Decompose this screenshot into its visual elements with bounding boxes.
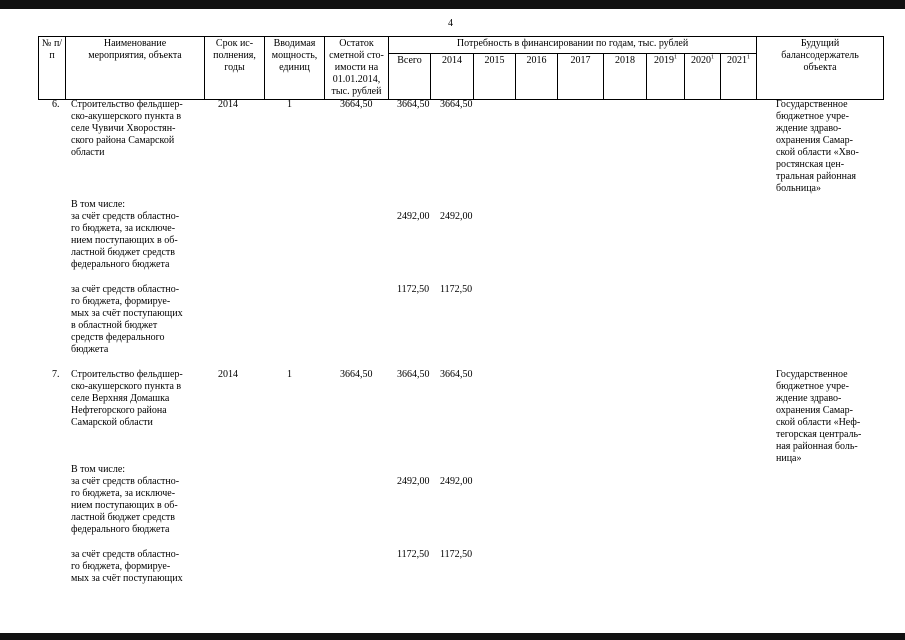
header-name-l1: Наименование — [103, 38, 167, 49]
header-total: Всего — [389, 54, 431, 100]
row-name-line: ско-акушерского пункта в — [71, 111, 182, 122]
sub2-total: 1172,50 — [397, 549, 430, 560]
header-year-2017: 2017 — [558, 54, 604, 100]
sub1-line: го бюджета, за исключе- — [71, 488, 176, 499]
sub1-line: за счёт средств областно- — [71, 211, 180, 222]
row-owner-line: ница» — [776, 453, 802, 464]
row-remainder: 3664,50 — [340, 369, 373, 380]
row-owner-line: ростянская цен- — [776, 159, 845, 170]
header-financing: Потребность в финансировании по годам, тыс. рублей — [389, 37, 757, 54]
header-capacity-l2: мощность, — [271, 50, 318, 61]
row-term: 2014 — [218, 369, 238, 380]
row-name-line: селе Верхняя Домашка — [71, 393, 170, 404]
row-name-line: ско-акушерского пункта в — [71, 381, 182, 392]
row-owner-line: тральная районная — [776, 171, 856, 182]
header-term-l2: полнения, — [213, 50, 256, 61]
header-year-2016: 2016 — [516, 54, 558, 100]
sub2-name — [71, 549, 199, 585]
header-name — [66, 37, 205, 100]
row-owner-line: тегорская централь- — [776, 429, 862, 440]
sub1-total: 2492,00 — [397, 211, 430, 222]
sub1-line: ластной бюджет средств — [71, 247, 176, 258]
sub-heading: В том числе: — [71, 199, 126, 210]
sub1-2014: 2492,00 — [440, 476, 473, 487]
row-owner-line: охранения Самар- — [776, 135, 853, 146]
row-owner-line: бюджетное учре- — [776, 111, 849, 122]
row-owner-line: ная районная боль- — [776, 441, 858, 452]
row-owner-line: Государственное — [776, 369, 848, 380]
row-name-line: Нефтегорского района — [71, 405, 167, 416]
row-capacity: 1 — [287, 99, 292, 110]
sub2-line: мых за счёт поступающих — [71, 573, 183, 584]
header-capacity — [265, 37, 325, 100]
header-remainder-l3: имости на — [334, 62, 379, 73]
row-term: 2014 — [218, 99, 238, 110]
sub1-line: ластной бюджет средств — [71, 512, 176, 523]
sub1-line: за счёт средств областно- — [71, 476, 180, 487]
header-owner — [757, 37, 884, 100]
row-capacity: 1 — [287, 369, 292, 380]
header-num: № п/п — [39, 37, 66, 100]
header-year-2014: 2014 — [431, 54, 474, 100]
sub2-2014: 1172,50 — [440, 549, 473, 560]
header-year-2021 — [721, 54, 757, 100]
row-name-line: ского района Самарской — [71, 135, 175, 146]
sub1-total: 2492,00 — [397, 476, 430, 487]
sub2-line: мых за счёт поступающих — [71, 308, 183, 319]
header-term — [205, 37, 265, 100]
row-name — [71, 99, 199, 159]
sub1-name — [71, 476, 199, 536]
sub2-line: го бюджета, формируе- — [71, 296, 171, 307]
header-owner-l3: объекта — [803, 62, 837, 73]
row-total: 3664,50 — [397, 99, 430, 110]
sub1-line: нием поступающих в об- — [71, 500, 178, 511]
sub2-2014: 1172,50 — [440, 284, 473, 295]
row-remainder: 3664,50 — [340, 99, 373, 110]
row-owner — [776, 99, 868, 195]
row-owner-line: Государственное — [776, 99, 848, 110]
header-remainder-l4: 01.01.2014, — [332, 74, 381, 85]
row-name-line: области — [71, 147, 105, 158]
sub2-line: в областной бюджет — [71, 320, 158, 331]
header-remainder-l1: Остаток — [339, 38, 374, 49]
row-owner-line: бюджетное учре- — [776, 381, 849, 392]
header-capacity-l3: единиц — [279, 62, 310, 73]
footnote-mark: 1 — [747, 54, 751, 61]
sub-heading: В том числе: — [71, 464, 126, 475]
row-owner-line: больница» — [776, 183, 821, 194]
sub2-line: средств федерального — [71, 332, 165, 343]
footnote-mark: 1 — [711, 54, 714, 61]
header-remainder — [325, 37, 389, 100]
sub2-line: го бюджета, формируе- — [71, 561, 171, 572]
header-capacity-l1: Вводимая — [273, 38, 316, 49]
row-owner-line: ждение здраво- — [776, 123, 842, 134]
header-remainder-l2: сметной сто- — [329, 50, 384, 61]
sub2-name — [71, 284, 199, 356]
header-year-2015: 2015 — [474, 54, 516, 100]
row-num: 7. — [52, 369, 60, 380]
header-year-2018: 2018 — [604, 54, 647, 100]
header-remainder-l5: тыс. рублей — [331, 86, 382, 97]
header-term-l1: Срок ис- — [215, 38, 254, 49]
financing-table — [38, 36, 884, 100]
row-name-line: Строительство фельдшер- — [71, 369, 183, 380]
row-name-line: селе Чувичи Хворостян- — [71, 123, 176, 134]
sub1-name — [71, 211, 199, 271]
year-2019-label: 2019 — [654, 55, 674, 66]
row-owner-line: ской области «Хво- — [776, 147, 859, 158]
sub2-line: за счёт средств областно- — [71, 549, 180, 560]
row-name-line: Самарской области — [71, 417, 153, 428]
sub1-line: го бюджета, за исключе- — [71, 223, 176, 234]
year-2020-label: 2020 — [691, 55, 711, 66]
header-name-l2: мероприятия, объекта — [88, 50, 182, 61]
bottom-border-bar — [0, 633, 905, 640]
header-year-2020 — [685, 54, 721, 100]
sub2-line: за счёт средств областно- — [71, 284, 180, 295]
row-2014: 3664,50 — [440, 369, 473, 380]
top-border-bar — [0, 0, 905, 9]
year-2021-label: 2021 — [727, 55, 748, 66]
header-owner-l1: Будущий — [800, 38, 840, 49]
sub1-line: федерального бюджета — [71, 524, 170, 535]
row-num: 6. — [52, 99, 60, 110]
header-owner-l2: балансодержатель — [781, 50, 859, 61]
row-owner — [776, 369, 868, 465]
page-number: 4 — [448, 18, 453, 29]
sub1-2014: 2492,00 — [440, 211, 473, 222]
row-owner-line: ской области «Неф- — [776, 417, 861, 428]
sub1-line: нием поступающих в об- — [71, 235, 178, 246]
row-owner-line: ждение здраво- — [776, 393, 842, 404]
header-year-2019 — [647, 54, 685, 100]
footnote-mark: 1 — [674, 54, 677, 61]
sub1-line: федерального бюджета — [71, 259, 170, 270]
row-owner-line: охранения Самар- — [776, 405, 853, 416]
sub2-total: 1172,50 — [397, 284, 430, 295]
sub2-line: бюджета — [71, 344, 109, 355]
row-name-line: Строительство фельдшер- — [71, 99, 183, 110]
row-name — [71, 369, 199, 429]
header-term-l3: годы — [224, 62, 245, 73]
row-total: 3664,50 — [397, 369, 430, 380]
row-2014: 3664,50 — [440, 99, 473, 110]
